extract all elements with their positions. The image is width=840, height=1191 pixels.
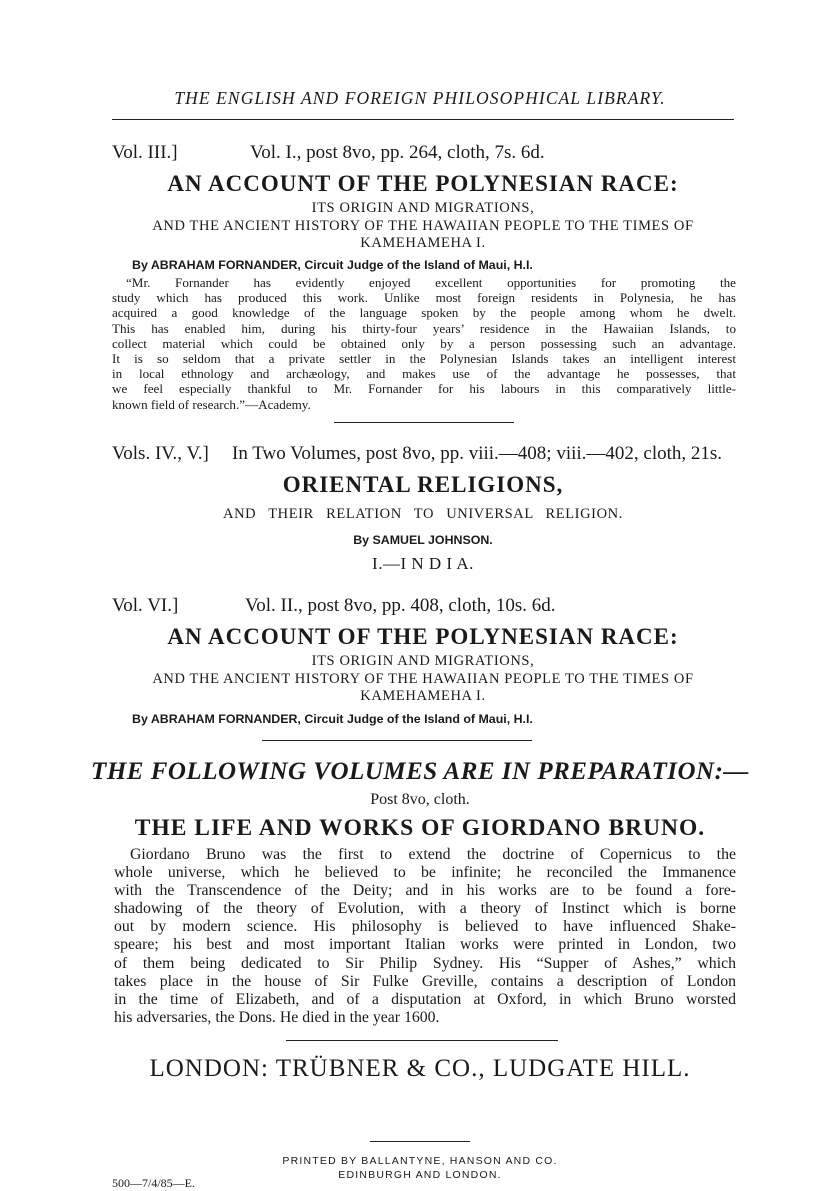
review-line: This has enabled him, during his thirty-four years’ residence in the Hawaiian Islands, to bbox=[112, 320, 736, 336]
entry2-title: ORIENTAL RELIGIONS, bbox=[282, 472, 564, 497]
entry2-vol-label: Vols. IV., V.] bbox=[112, 443, 209, 464]
description-line: shadowing of the theory of Evolution, with a theory of Instinct which is borne bbox=[114, 900, 736, 918]
entry3-subtitle-1: ITS ORIGIN AND MIGRATIONS, bbox=[311, 653, 535, 669]
description-line: his adversaries, the Dons. He died in the year 1600. bbox=[114, 1008, 440, 1026]
review-line: acquired a good knowledge of the language spoken by the people among whom he dwelt. bbox=[112, 305, 736, 321]
printer-line-1: PRINTED BY BALLANTYNE, HANSON AND CO. bbox=[282, 1155, 558, 1167]
review-line: known field of research.”—Academy. bbox=[112, 396, 311, 412]
entry2-vol-details: In Two Volumes, post 8vo, pp. viii.—408; viii.—402, cloth, 21s. bbox=[232, 443, 723, 464]
print-code: 500—7/4/85—E. bbox=[112, 1176, 195, 1190]
entry1-author: By ABRAHAM FORNANDER, Circuit Judge of the Island of Maui, H.I. bbox=[132, 258, 533, 272]
preparation-format: Post 8vo, cloth. bbox=[370, 791, 470, 808]
library-header: THE ENGLISH AND FOREIGN PHILOSOPHICAL LIBRARY. bbox=[174, 88, 666, 108]
description-line: Giordano Bruno was the first to extend the doctrine of Copernicus to the bbox=[130, 846, 736, 863]
description-line: out by modern science. His philosophy is believed to have influenced Shake- bbox=[114, 918, 736, 936]
entry1-vol-label: Vol. III.] bbox=[112, 142, 178, 163]
description-line: takes place in the house of Sir Fulke Greville, contains a description of London bbox=[114, 972, 736, 990]
entry3-title: AN ACCOUNT OF THE POLYNESIAN RACE: bbox=[167, 624, 679, 649]
entry1-review bbox=[112, 275, 736, 412]
review-line: in local ethnology and archæology, and makes use of the advantage he possesses, that bbox=[112, 366, 736, 382]
entry1-vol-details: Vol. I., post 8vo, pp. 264, cloth, 7s. 6d. bbox=[250, 142, 545, 163]
entry3-subtitle-3: KAMEHAMEHA I. bbox=[360, 688, 486, 704]
divider bbox=[286, 1040, 558, 1041]
header-rule bbox=[112, 119, 734, 120]
preparation-title: THE LIFE AND WORKS OF GIORDANO BRUNO. bbox=[134, 815, 706, 841]
divider bbox=[334, 422, 514, 423]
review-line: “Mr. Fornander has evidently enjoyed excellent opportunities for promoting the bbox=[126, 275, 736, 290]
printer-line-2: EDINBURGH AND LONDON. bbox=[338, 1169, 502, 1181]
description-line: with the Transcendence of the Deity; and in his works are to be found a fore- bbox=[114, 882, 736, 900]
description-line: whole universe, which he believed to be infinite; he reconciled the Immanence bbox=[114, 864, 736, 882]
review-line: It is so seldom that a private settler in the Polynesian Islands takes an intelligent interest bbox=[112, 351, 736, 367]
entry1-subtitle-1: ITS ORIGIN AND MIGRATIONS, bbox=[311, 200, 535, 216]
publisher-imprint: LONDON: TRÜBNER & CO., LUDGATE HILL. bbox=[149, 1055, 691, 1082]
description-line: speare; his best and most important Italian works were printed in London, two bbox=[114, 936, 736, 954]
entry2-part: I.—I N D I A. bbox=[372, 554, 474, 573]
entry3-vol-details: Vol. II., post 8vo, pp. 408, cloth, 10s. 6d. bbox=[245, 595, 556, 616]
review-line: we feel especially thankful to Mr. Fornander for his labours in this comparatively little- bbox=[112, 381, 736, 397]
entry2-author: By SAMUEL JOHNSON. bbox=[353, 533, 493, 547]
entry3-author: By ABRAHAM FORNANDER, Circuit Judge of the Island of Maui, H.I. bbox=[132, 712, 533, 726]
short-rule bbox=[370, 1141, 470, 1142]
preparation-description bbox=[114, 846, 736, 1027]
entry1-title: AN ACCOUNT OF THE POLYNESIAN RACE: bbox=[167, 171, 679, 196]
description-line: in the time of Elizabeth, and of a disputation at Oxford, in which Bruno worsted bbox=[114, 990, 736, 1008]
entry1-subtitle-3: KAMEHAMEHA I. bbox=[360, 235, 486, 251]
entry3-subtitle-2: AND THE ANCIENT HISTORY OF THE HAWAIIAN PEOPLE TO THE TIMES OF bbox=[152, 671, 694, 687]
entry2-subtitle: AND THEIR RELATION TO UNIVERSAL RELIGION. bbox=[223, 506, 623, 522]
entry1-subtitle-2: AND THE ANCIENT HISTORY OF THE HAWAIIAN PEOPLE TO THE TIMES OF bbox=[152, 218, 694, 234]
review-line: collect material which could be obtained only by a person possessing such an advantage. bbox=[112, 335, 736, 351]
description-line: of them being dedicated to Sir Philip Sydney. His “Supper of Ashes,” which bbox=[114, 954, 736, 972]
preparation-heading: THE FOLLOWING VOLUMES ARE IN PREPARATION:— bbox=[91, 758, 749, 785]
entry3-vol-label: Vol. VI.] bbox=[112, 595, 179, 616]
review-line: study which has produced this work. Unlike most foreign residents in Polynesia, he has bbox=[112, 290, 736, 306]
divider bbox=[262, 740, 532, 741]
